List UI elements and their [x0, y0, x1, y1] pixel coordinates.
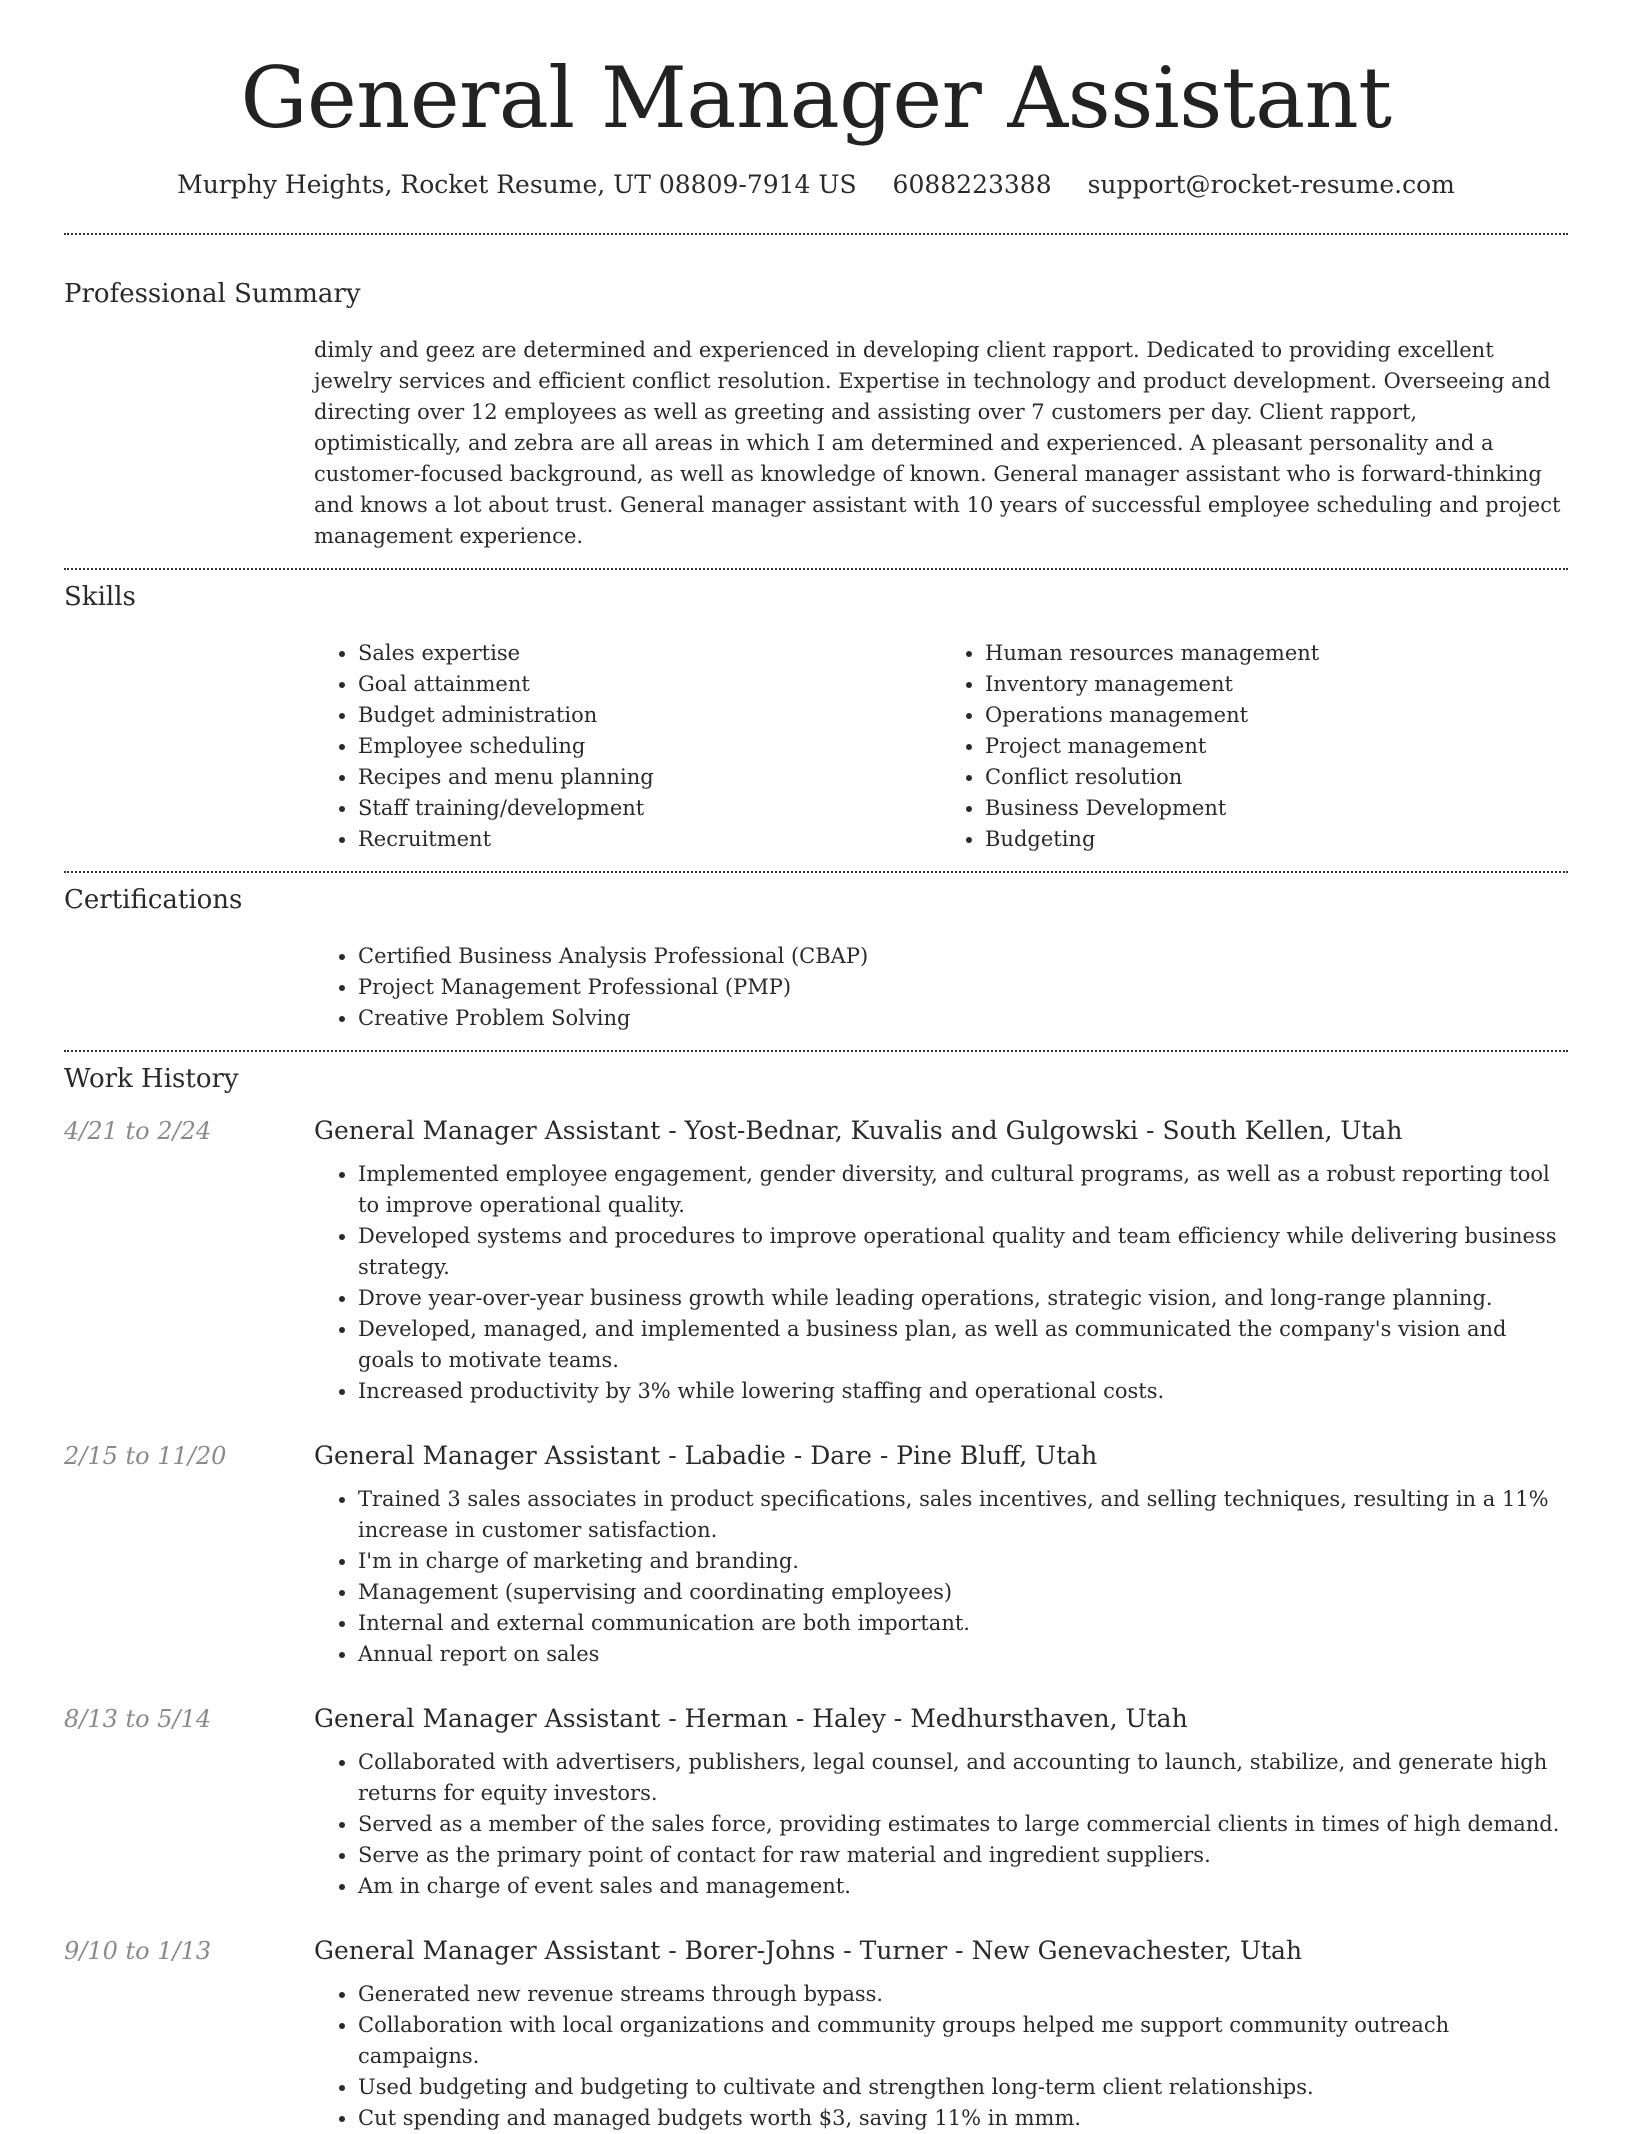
job-title: General Manager Assistant - Herman - Haley - Medhursthaven, Utah	[314, 1704, 1188, 1733]
job-bullet: • Internal and external communication are both important.	[358, 1608, 1568, 1639]
section-divider	[64, 568, 1568, 570]
certifications-heading: Certifications	[64, 885, 243, 915]
job-header	[64, 1116, 1568, 1145]
skill-item: • Business Development	[985, 793, 1568, 824]
job-header	[64, 1441, 1568, 1470]
job-entry	[64, 1441, 1568, 1670]
job-dates: 9/10 to 1/13	[64, 1937, 212, 1965]
job-entry	[64, 1116, 1568, 1407]
section-divider	[64, 233, 1568, 235]
skills-list-right	[941, 638, 1568, 855]
skill-item: • Recruitment	[358, 824, 941, 855]
job-bullet: • Serve as the primary point of contact for raw material and ingredient suppliers.	[358, 1840, 1568, 1871]
job-bullet: • Cut spending and managed budgets worth $3, saving 11% in mmm.	[358, 2103, 1568, 2134]
job-bullet: • Management (supervising and coordinating employees)	[358, 1577, 1568, 1608]
skill-item: • Inventory management	[985, 669, 1568, 700]
job-bullet: • Developed, managed, and implemented a business plan, as well as communicated the company's vision and goals to motivate teams.	[358, 1314, 1568, 1376]
skill-item: • Staff training/development	[358, 793, 941, 824]
job-title: General Manager Assistant - Labadie - Dare - Pine Bluff, Utah	[314, 1441, 1098, 1470]
job-entry	[64, 1936, 1568, 2134]
job-bullets	[314, 1747, 1568, 1902]
job-bullet: • Collaboration with local organizations and community groups helped me support community outreach campaigns.	[358, 2010, 1568, 2072]
job-dates: 2/15 to 11/20	[64, 1442, 227, 1470]
certification-item: • Project Management Professional (PMP)	[358, 972, 1568, 1003]
section-divider	[64, 1050, 1568, 1052]
skill-item: • Goal attainment	[358, 669, 941, 700]
job-bullet: • Trained 3 sales associates in product specifications, sales incentives, and selling techniques, resulting in a 11% increase in customer satisfaction.	[358, 1484, 1568, 1546]
candidate-name: General Manager Assistant	[240, 49, 1392, 147]
job-header	[64, 1704, 1568, 1733]
job-bullet: • Developed systems and procedures to improve operational quality and team efficiency while delivering business strategy.	[358, 1221, 1568, 1283]
contact-line	[64, 170, 1568, 199]
job-bullet: • Collaborated with advertisers, publishers, legal counsel, and accounting to launch, stabilize, and generate high returns for equity investors.	[358, 1747, 1568, 1809]
skill-item: • Budgeting	[985, 824, 1568, 855]
skill-item: • Employee scheduling	[358, 731, 941, 762]
summary-heading: Professional Summary	[64, 279, 361, 309]
job-bullets	[314, 1979, 1568, 2134]
section-divider	[64, 871, 1568, 873]
resume-page	[64, 0, 1568, 2134]
skills-columns	[314, 638, 1568, 855]
job-bullet: • Served as a member of the sales force, providing estimates to large commercial clients in times of high demand.	[358, 1809, 1568, 1840]
summary-text: dimly and geez are determined and experienced in developing client rapport. Dedicated to providing excellent jewelry services and efficient conflict resolution. Expertise in technology and product development. Overseeing and directing over 12 employees as well as greeting and assisting over 7 customers per day. Client rapport, optimistically, and zebra are all areas in which I am determined and experienced. A pleasant personality and a customer-focused background, as well as knowledge of known. General manager assistant who is forward-thinking and knows a lot about trust. General manager assistant with 10 years of successful employee scheduling and project management experience.	[314, 338, 1561, 548]
skill-item: • Operations management	[985, 700, 1568, 731]
contact-address: Murphy Heights, Rocket Resume, UT 08809-7914 US	[177, 170, 857, 199]
job-bullet: • Am in charge of event sales and management.	[358, 1871, 1568, 1902]
certifications-list	[314, 941, 1568, 1034]
job-entry	[64, 1704, 1568, 1902]
skill-item: • Conflict resolution	[985, 762, 1568, 793]
skills-list-left	[314, 638, 941, 855]
certification-item: • Certified Business Analysis Professional (CBAP)	[358, 941, 1568, 972]
certification-item: • Creative Problem Solving	[358, 1003, 1568, 1034]
job-bullet: • Annual report on sales	[358, 1639, 1568, 1670]
skill-item: • Budget administration	[358, 700, 941, 731]
job-dates: 4/21 to 2/24	[64, 1117, 212, 1145]
job-header	[64, 1936, 1568, 1965]
contact-email: support@rocket-resume.com	[1087, 170, 1455, 199]
skill-item: • Project management	[985, 731, 1568, 762]
skill-item: • Human resources management	[985, 638, 1568, 669]
job-bullet: • Generated new revenue streams through bypass.	[358, 1979, 1568, 2010]
job-bullets	[314, 1484, 1568, 1670]
contact-phone: 6088223388	[892, 170, 1052, 199]
summary-section	[64, 279, 1568, 552]
skill-item: • Recipes and menu planning	[358, 762, 941, 793]
job-bullet: • Drove year-over-year business growth while leading operations, strategic vision, and long-range planning.	[358, 1283, 1568, 1314]
job-title: General Manager Assistant - Borer-Johns - Turner - New Genevachester, Utah	[314, 1936, 1303, 1965]
job-dates: 8/13 to 5/14	[64, 1705, 212, 1733]
work-history-heading: Work History	[64, 1064, 239, 1094]
certifications-section	[64, 885, 1568, 1034]
job-bullet: • I'm in charge of marketing and branding.	[358, 1546, 1568, 1577]
work-history-section	[64, 1064, 1568, 2134]
skills-heading: Skills	[64, 582, 136, 612]
skill-item: • Sales expertise	[358, 638, 941, 669]
job-title: General Manager Assistant - Yost-Bednar, Kuvalis and Gulgowski - South Kellen, Utah	[314, 1116, 1403, 1145]
job-bullet: • Implemented employee engagement, gender diversity, and cultural programs, as well as a robust reporting tool to improve operational quality.	[358, 1159, 1568, 1221]
skills-section	[64, 582, 1568, 855]
job-bullet: • Increased productivity by 3% while lowering staffing and operational costs.	[358, 1376, 1568, 1407]
job-bullet: • Used budgeting and budgeting to cultivate and strengthen long-term client relationships.	[358, 2072, 1568, 2103]
job-bullets	[314, 1159, 1568, 1407]
